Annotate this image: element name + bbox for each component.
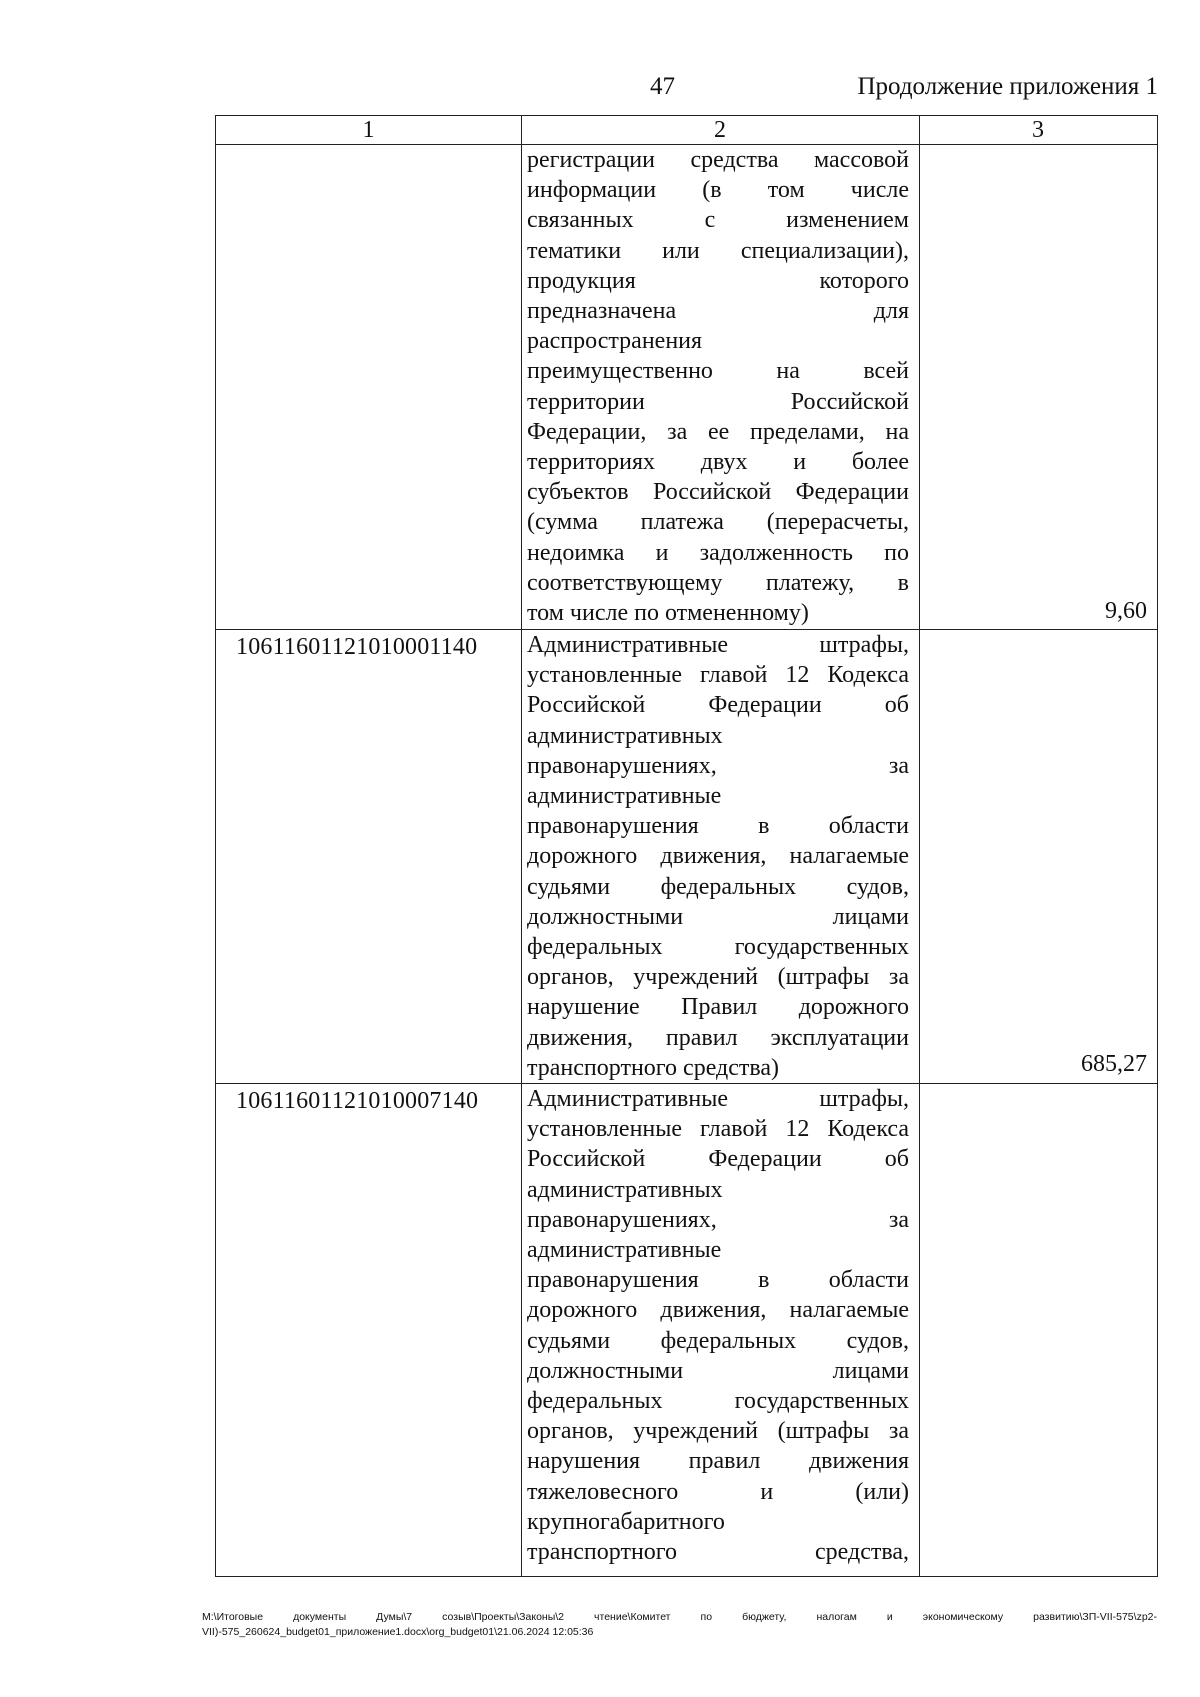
- column-divider: [521, 116, 522, 1576]
- description-line: правонарушения в области: [527, 1267, 909, 1294]
- table-row-description: [527, 630, 909, 1083]
- description-line: правонарушениях, за: [527, 752, 909, 779]
- description-line: административных: [527, 722, 723, 749]
- description-line: Российской Федерации об: [527, 1146, 909, 1173]
- column-divider: [919, 116, 920, 1576]
- description-line: недоимка и задолженность по: [527, 539, 909, 566]
- description-line: установленные главой 12 Кодекса: [527, 1116, 909, 1143]
- description-line: установленные главой 12 Кодекса: [527, 662, 909, 689]
- column-header-2: 2: [714, 117, 726, 143]
- description-line: Административные штрафы,: [527, 632, 909, 658]
- description-line: Административные штрафы,: [527, 1086, 909, 1112]
- description-line: (сумма платежа (перерасчеты,: [527, 509, 909, 536]
- description-line: продукция которого: [527, 267, 909, 294]
- description-line: территории Российской: [527, 388, 909, 415]
- description-line: связанных с изменением: [527, 207, 909, 234]
- description-line: транспортного средства): [527, 1054, 780, 1081]
- description-line: нарушение Правил дорожного: [527, 994, 909, 1021]
- description-line: административные: [527, 783, 722, 810]
- description-line: органов, учреждений (штрафы за: [527, 1418, 909, 1445]
- file-path-footer: M:\Итоговые документы Думы\7 созыв\Проекты\Законы\2 чтение\Комитет по бюджету, налогам и экономическому развитию\ЗП-VII-575\zp2-VII)-575_260624_budget01_приложение1.docx\org_budget01\21.06.2024 12:05:36: [202, 1611, 1157, 1638]
- description-line: нарушения правил движения: [527, 1448, 909, 1475]
- table-row-description: [527, 1084, 909, 1567]
- description-line: должностными лицами: [527, 903, 909, 930]
- description-line: регистрации средства массовой: [527, 147, 909, 173]
- description-line: тяжеловесного и (или): [527, 1478, 909, 1505]
- description-line: административных: [527, 1176, 723, 1203]
- column-header-3: 3: [1032, 117, 1044, 143]
- description-line: федеральных государственных: [527, 934, 909, 961]
- description-line: крупногабаритного: [527, 1508, 725, 1535]
- description-line: информации (в том числе: [527, 177, 909, 204]
- description-line: дорожного движения, налагаемые: [527, 843, 909, 870]
- table-row-amount: 685,27: [1081, 1051, 1147, 1077]
- description-line: должностными лицами: [527, 1357, 909, 1384]
- description-line: Федерации, за ее пределами, на: [527, 418, 909, 445]
- description-line: правонарушения в области: [527, 813, 909, 840]
- table-row-code: 10611601121010007140: [236, 1088, 479, 1114]
- description-line: судьями федеральных судов,: [527, 1327, 909, 1354]
- description-line: дорожного движения, налагаемые: [527, 1297, 909, 1324]
- description-line: тематики или специализации),: [527, 237, 909, 264]
- page-number: 47: [650, 73, 675, 100]
- description-line: субъектов Российской Федерации: [527, 479, 909, 506]
- description-line: транспортного средства,: [527, 1539, 909, 1566]
- table-row-code: 10611601121010001140: [236, 634, 478, 660]
- description-line: движения, правил эксплуатации: [527, 1024, 909, 1051]
- description-line: преимущественно на всей: [527, 358, 909, 385]
- description-line: правонарушениях, за: [527, 1206, 909, 1233]
- description-line: Российской Федерации об: [527, 692, 909, 719]
- continuation-label: Продолжение приложения 1: [857, 73, 1158, 100]
- table-row-amount: 9,60: [1105, 598, 1147, 624]
- description-line: территориях двух и более: [527, 449, 909, 476]
- description-line: соответствующему платежу, в: [527, 569, 909, 596]
- description-line: федеральных государственных: [527, 1388, 909, 1415]
- budget-table: [215, 115, 1158, 1577]
- description-line: том числе по отмененному): [527, 600, 809, 627]
- description-line: органов, учреждений (штрафы за: [527, 964, 909, 991]
- description-line: предназначена для: [527, 298, 909, 325]
- description-line: административные: [527, 1237, 722, 1264]
- description-line: судьями федеральных судов,: [527, 873, 909, 900]
- description-line: распространения: [527, 328, 703, 355]
- table-row-description: [527, 145, 909, 628]
- column-header-1: 1: [362, 117, 375, 143]
